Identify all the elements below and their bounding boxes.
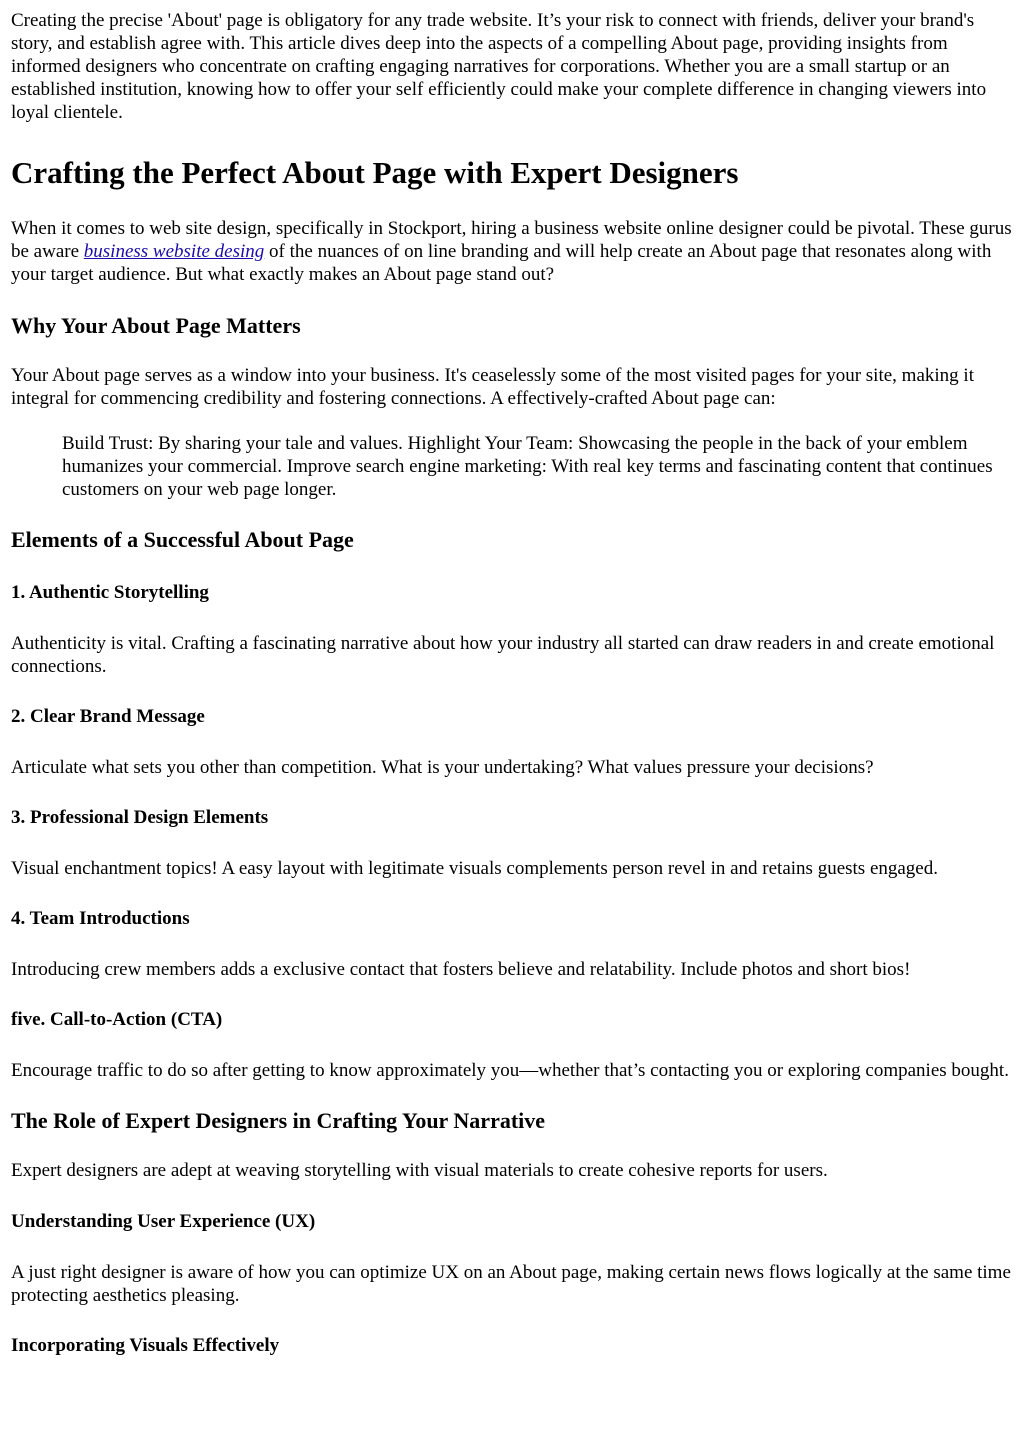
authentic-storytelling-paragraph: Authenticity is vital. Crafting a fascinating narrative about how your industry all started can draw readers in and create emotional connections. bbox=[11, 633, 995, 677]
subheading-clear-brand-message: 2. Clear Brand Message bbox=[11, 706, 205, 727]
why-about-matters-paragraph: Your About page serves as a window into your business. It's ceaselessly some of the most visited pages for your site, making it integral for commencing credibility and fostering connections. A effectively-crafted About page can: bbox=[11, 365, 974, 409]
intro-paragraph: Creating the precise 'About' page is obligatory for any trade website. It’s your risk to connect with friends, deliver your brand's story, and establish agree with. This article dives deep into the aspects of a compelling About page, providing insights from informed designers who concentrate on crafting engaging narratives for corporations. Whether you are a small startup or an established institution, knowing how to offer your self efficiently could make your complete difference in changing viewers into loyal clientele. bbox=[11, 10, 987, 123]
role-of-designers-paragraph: Expert designers are adept at weaving storytelling with visual materials to create cohesive reports for users. bbox=[11, 1160, 828, 1181]
subheading-professional-design: 3. Professional Design Elements bbox=[11, 807, 269, 828]
benefits-blockquote: Build Trust: By sharing your tale and values. Highlight Your Team: Showcasing the people in the back of your emblem humanizes your commercial. Improve search engine marketing: With real key terms and fascinating content that continues customers on your web page longer. bbox=[62, 433, 993, 500]
team-introductions-paragraph: Introducing crew members adds a exclusive contact that fosters believe and relatability. Include photos and short bios! bbox=[11, 959, 911, 980]
professional-design-paragraph: Visual enchantment topics! A easy layout with legitimate visuals complements person revel in and retains guests engaged. bbox=[11, 858, 938, 879]
subheading-call-to-action: five. Call-to-Action (CTA) bbox=[11, 1009, 223, 1030]
stockport-paragraph bbox=[11, 217, 1013, 286]
section-heading-role-of-designers: The Role of Expert Designers in Crafting Your Narrative bbox=[11, 1108, 546, 1133]
clear-brand-message-paragraph: Articulate what sets you other than competition. What is your undertaking? What values pressure your decisions? bbox=[11, 757, 874, 778]
subheading-user-experience: Understanding User Experience (UX) bbox=[11, 1211, 316, 1232]
call-to-action-paragraph: Encourage traffic to do so after getting to know approximately you—whether that’s contacting you or exploring companies bought. bbox=[11, 1060, 1009, 1081]
subheading-team-introductions: 4. Team Introductions bbox=[11, 908, 190, 929]
article-title: Crafting the Perfect About Page with Expert Designers bbox=[11, 155, 739, 190]
business-website-design-link[interactable]: business website desing bbox=[83, 241, 265, 262]
subheading-authentic-storytelling: 1. Authentic Storytelling bbox=[11, 582, 209, 603]
user-experience-paragraph: A just right designer is aware of how you can optimize UX on an About page, making certain news flows logically at the same time protecting aesthetics pleasing. bbox=[11, 1262, 1011, 1306]
paragraph-text-before-link: When it comes to web site design, specifically in Stockport, hiring a business website online designer could be pivotal. These gurus be aware bbox=[11, 218, 1012, 262]
section-heading-why-about-matters: Why Your About Page Matters bbox=[11, 313, 301, 338]
subheading-incorporating-visuals: Incorporating Visuals Effectively bbox=[11, 1335, 280, 1356]
section-heading-elements: Elements of a Successful About Page bbox=[11, 527, 354, 552]
paragraph-text-after-link: of the nuances of on line branding and will help create an About page that resonates along with your target audience. But what exactly makes an About page stand out? bbox=[11, 241, 992, 285]
